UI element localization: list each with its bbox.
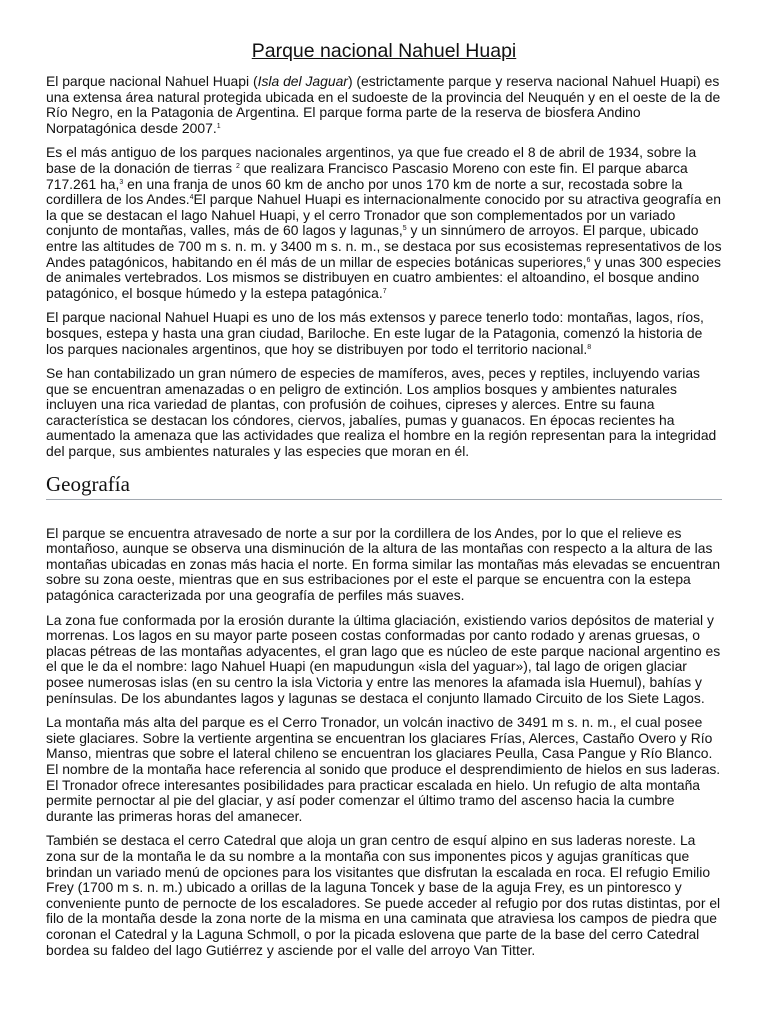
geografia-paragraph-1: El parque se encuentra atravesado de norte a sur por la cordillera de los Andes, por lo que el relieve es montañoso, aunque se observa una disminución de la altura de las montañas con respecto a la altura de las montañas ubicadas en zonas más hacia el norte. En forma similar las montañas más elevadas se encuentran sobre su zona oeste, mientras que en sus estribaciones por el este el parque se encuentra con la estepa patagónica caracterizada por una geografía de perfiles más suaves. <box>46 524 721 604</box>
geografia-paragraph-3: La montaña más alta del parque es el Cerro Tronador, un volcán inactivo de 3491 m s. n. m., el cual posee siete glaciares. Sobre la vertiente argentina se encuentran los glaciares Frías, Alerces, Castaño Overo y Río Manso, mientras que sobre el lateral chileno se encuentran los glaciares Peulla, Casa Pangue y Río Blanco. El nombre de la montaña hace referencia al sonido que produce el desprendimiento de hielos en sus laderas. El Tronador ofrece interesantes posibilidades para practicar escalada en hielo. Un refugio de alta montaña permite pernoctar al pie del glaciar, y así poder comenzar el último tramo del ascenso hacia la cumbre durante las primeras horas del amanecer. <box>46 714 721 824</box>
text-run: Es el más antiguo de los parques nacionales argentinos, ya que fue creado el 8 de abril de 1934, sobre la base de la donación de tierras <box>46 144 697 176</box>
reference-2[interactable]: 2 <box>235 162 240 170</box>
text-run: El parque nacional Nahuel Huapi es uno de los más extensos y parece tenerlo todo: montañas, lagos, ríos, bosques, estepa y hasta una gran ciudad, Bariloche. En este lugar de la Patagonia, comenzó la historia de los parques nacionales argentinos, que hoy se distribuyen por todo el territorio nacional. <box>46 309 704 357</box>
text-run: y unas 300 especies de animales vertebrados. Los mismos se distribuyen en cuatro ambientes: el altoandino, el bosque andino patagónico, el bosque húmedo y la estepa patagónica. <box>46 253 721 301</box>
intro-paragraph-4: Se han contabilizado un gran número de especies de mamíferos, aves, peces y reptiles, incluyendo varias que se encuentran amenazadas o en peligro de extinción. Los amplios bosques y ambientes naturales incluyen una rica variedad de plantas, con profusión de coihues, cipreses y alerces. Entre su fauna característica se destacan los cóndores, ciervos, jabalíes, pumas y guanacos. En épocas recientes ha aumentado la amenaza que las actividades que realiza el hombre en la región representan para la integridad del parque, sus ambientes naturales y las especies que moran en él. <box>46 365 717 460</box>
text-run: ) (estrictamente parque y reserva nacional Nahuel Huapi) es una extensa área natural protegida ubicada en el sudoeste de la provincia del Neuquén y en el oeste de la de Río Negro, en la Patagonia de Argentina. El parque forma parte de la reserva de biosfera Andino Norpatagónica desde 2007. <box>46 73 721 136</box>
document-page <box>46 40 722 967</box>
reference-7[interactable]: 7 <box>382 287 387 295</box>
text-run: en una franja de unos 60 km de ancho por unos 170 km de norte a sur, recostada sobre la cordillera de los Andes. <box>46 175 683 208</box>
intro-paragraph-3 <box>46 310 722 357</box>
text-run: y un sinnúmero de arroyos. El parque, ubicado entre las altitudes de 700 m s. n. m. y 3400 m s. n. m., se destaca por sus ecosistemas representativos de los Andes patagónicos, habitando en él más de un millar de especies botánicas superiores, <box>46 222 722 270</box>
page-title: Parque nacional Nahuel Huapi <box>251 40 517 62</box>
text-run: El parque nacional Nahuel Huapi ( <box>46 73 258 89</box>
reference-8[interactable]: 8 <box>587 343 592 351</box>
reference-4[interactable]: 4 <box>189 194 194 202</box>
reference-1[interactable]: 1 <box>216 122 221 130</box>
section-heading-geografia: Geografía <box>46 471 130 496</box>
text-run: que realizara Francisco Pascasio Moreno con este fin. El parque abarca 717.261 ha, <box>46 159 688 192</box>
reference-6[interactable]: 6 <box>586 256 591 264</box>
reference-3[interactable]: 3 <box>119 178 124 186</box>
italic-text: Isla del Jaguar <box>257 73 348 89</box>
geografia-paragraph-2: La zona fue conformada por la erosión durante la última glaciación, existiendo varios depósitos de material y morrenas. Los lagos en su mayor parte poseen costas conformadas por canto rodado y arenas gruesas, o placas pétreas de las montañas adyacentes, el gran lago que es núcleo de este parque nacional argentino es el que le da el nombre: lago Nahuel Huapi (en mapudungun «isla del yaguar»), tal lago de origen glaciar posee numerosas islas (en su centro la isla Victoria y entre las menores la afamada isla Huemul), bahías y penínsulas. De los abundantes lagos y lagunas se destaca el conjunto llamado Circuito de los Siete Lagos. <box>46 611 721 706</box>
text-run: El parque Nahuel Huapi es internacionalmente conocido por su atractiva geografía en la que se destacan el lago Nahuel Huapi, y el cerro Tronador que son complementados por un variado conjunto de montañas, valles, más de 60 lagos y lagunas, <box>46 191 721 239</box>
reference-5[interactable]: 5 <box>402 225 407 233</box>
heading-divider <box>46 499 722 500</box>
intro-paragraph-2 <box>46 145 722 301</box>
geografia-paragraph-4: También se destaca el cerro Catedral que aloja un gran centro de esquí alpino en sus laderas noreste. La zona sur de la montaña le da su nombre a la montaña con sus imponentes picos y agujas graníticas que brindan un variado menú de opciones para los visitantes que disfrutan la escalada en roca. El refugio Emilio Frey (1700 m s. n. m.) ubicado a orillas de la laguna Toncek y base de la aguja Frey, es un pintoresco y conveniente punto de pernocte de los escaladores. Se puede acceder al refugio por dos rutas distintas, por el filo de la montaña desde la zona norte de la misma en una caminata que atraviesa los campos de piedra que coronan el Catedral y la Laguna Schmoll, o por la picada eslovena que parte de la base del cerro Catedral bordea su faldeo del lago Gutiérrez y asciende por el valle del arroyo Van Titter. <box>46 832 721 958</box>
intro-paragraph-1 <box>46 74 722 136</box>
